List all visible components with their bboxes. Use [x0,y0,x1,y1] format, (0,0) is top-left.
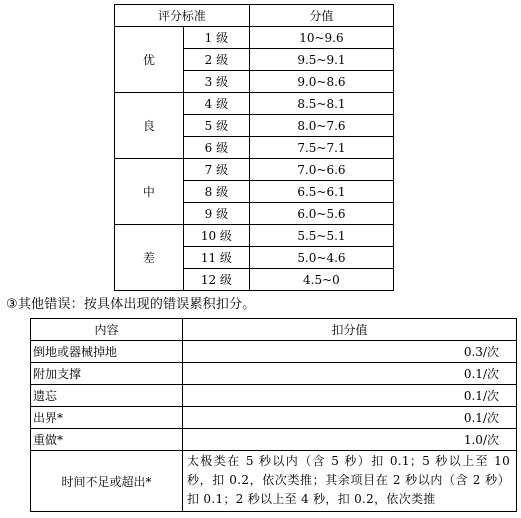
score-range: 5.0~4.6 [249,247,393,269]
grade-level: 2 级 [183,49,249,71]
score-range: 8.0~7.6 [249,115,393,137]
grade-level: 5 级 [183,115,249,137]
grade-category: 差 [115,225,184,291]
score-range: 8.5~8.1 [249,93,393,115]
grade-level: 6 级 [183,137,249,159]
grading-standard-table [114,4,394,291]
table-row [31,451,517,512]
deduction-value: 太极类在 5 秒以内（含 5 秒）扣 0.1；5 秒以上至 10 秒，扣 0.2，依次类推；其余项目在 2 秒以内（含 2 秒）扣 0.1；2 秒以上至 4 秒，扣 0.2，依次类推 [183,451,517,512]
column-header-deduction: 扣分值 [183,319,517,341]
error-item: 倒地或器械掉地 [31,341,183,363]
table-row [31,385,517,407]
score-range: 9.5~9.1 [249,49,393,71]
table-row [31,407,517,429]
grade-level: 8 级 [183,181,249,203]
score-range: 6.5~6.1 [249,181,393,203]
grade-level: 7 级 [183,159,249,181]
column-header-content: 内容 [31,319,183,341]
column-header-standard: 评分标准 [115,5,250,27]
other-errors-note: ③其他错误：按具体出现的错误累积扣分。 [6,297,256,312]
error-item: 附加支撑 [31,363,183,385]
deduction-value: 0.1/次 [183,363,517,385]
error-item: 重做* [31,429,183,451]
table-row [31,363,517,385]
table-row [115,93,394,115]
grade-level: 10 级 [183,225,249,247]
grade-level: 9 级 [183,203,249,225]
table-row [115,159,394,181]
score-range: 10~9.6 [249,27,393,49]
deduction-value: 0.1/次 [183,385,517,407]
grade-category: 优 [115,27,184,93]
error-item: 时间不足或超出* [31,451,183,512]
grade-category: 中 [115,159,184,225]
score-range: 4.5~0 [249,269,393,291]
deduction-value: 1.0/次 [183,429,517,451]
deduction-value: 0.3/次 [183,341,517,363]
table-header-row [31,319,517,341]
grade-level: 3 级 [183,71,249,93]
grade-category: 良 [115,93,184,159]
score-range: 6.0~5.6 [249,203,393,225]
table-row [31,341,517,363]
grade-level: 1 级 [183,27,249,49]
table-row [115,27,394,49]
grade-level: 11 级 [183,247,249,269]
column-header-score: 分值 [249,5,393,27]
score-range: 9.0~8.6 [249,71,393,93]
error-item: 遗忘 [31,385,183,407]
score-range: 7.5~7.1 [249,137,393,159]
deduction-value: 0.1/次 [183,407,517,429]
score-range: 7.0~6.6 [249,159,393,181]
error-item: 出界* [31,407,183,429]
grade-level: 4 级 [183,93,249,115]
table-row [115,225,394,247]
grade-level: 12 级 [183,269,249,291]
score-range: 5.5~5.1 [249,225,393,247]
deduction-table [30,318,517,512]
table-row [31,429,517,451]
table-header-row [115,5,394,27]
